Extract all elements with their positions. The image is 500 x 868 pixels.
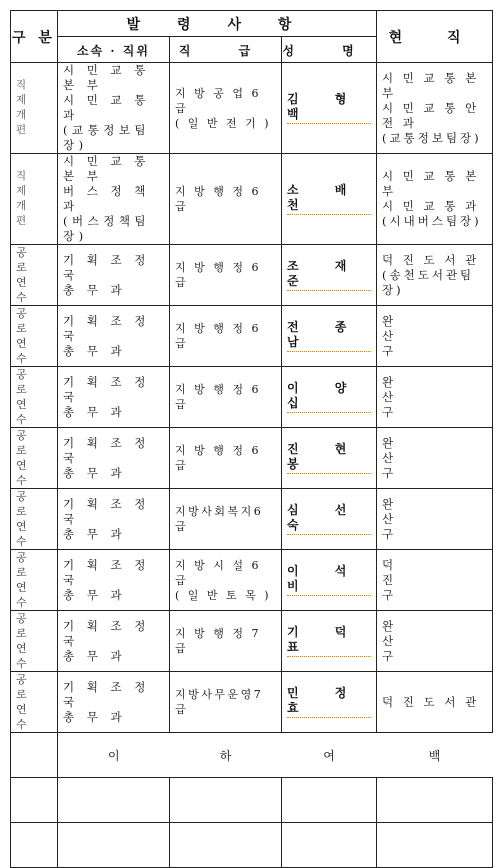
person-name: 이 양 십 (287, 381, 371, 413)
gubun-line: 직 제 (16, 170, 33, 197)
hyunjik-line: 완 산 구 (382, 435, 426, 480)
cell-sosok (58, 672, 170, 733)
jikgeup-line: 지 방 행 정 6 급 (175, 185, 261, 213)
sosok-line: 총 무 과 (63, 404, 127, 419)
cell-jikgeup (170, 428, 282, 489)
cell-gubun (11, 63, 58, 154)
cell-hyunjik (377, 489, 493, 550)
sosok-line: 총 무 과 (63, 343, 127, 358)
cell-name (282, 428, 377, 489)
cell-sosok (58, 367, 170, 428)
person-name: 조 재 준 (287, 259, 371, 291)
person-name: 심 선 숙 (287, 503, 371, 535)
gubun-line: 직 제 (16, 79, 33, 106)
person-name: 기 덕 표 (287, 625, 371, 657)
cell-name (282, 306, 377, 367)
cell-gubun (11, 672, 58, 733)
gubun-line: 연 수 (16, 703, 35, 731)
cell-hyunjik (377, 306, 493, 367)
hyunjik-line: 시 민 교 통 과 (382, 199, 480, 213)
header-sosok: 소속 · 직위 (58, 37, 170, 63)
jikgeup-line: 지 방 시 설 6 급 (175, 558, 261, 587)
cell-gubun (11, 154, 58, 245)
sosok-line: 기 획 조 정 국 (63, 557, 150, 587)
gubun-line: 연 수 (16, 642, 35, 670)
person-name: 이 석 비 (287, 564, 371, 596)
jikgeup-line: 지방사무운영7급 (175, 688, 264, 716)
table-row (11, 63, 493, 154)
cell-hyunjik (377, 428, 493, 489)
cell-name (282, 550, 377, 611)
table-row (11, 367, 493, 428)
sosok-line: 총 무 과 (63, 709, 127, 724)
sosok-line: 총 무 과 (63, 526, 127, 541)
jikgeup-line: 지 방 행 정 6 급 (175, 322, 261, 350)
header-jikgeup: 직 급 (170, 37, 282, 63)
table-row (11, 611, 493, 672)
cell-gubun (11, 306, 58, 367)
table-row (11, 154, 493, 245)
table-row (11, 489, 493, 550)
cell-hyunjik (377, 154, 493, 245)
person-name: 전 종 남 (287, 320, 371, 352)
cell-jikgeup (170, 245, 282, 306)
gubun-line: 공 로 (16, 307, 35, 335)
sosok-line: 기 획 조 정 국 (63, 252, 150, 282)
header-seongmyeong: 성 명 (282, 37, 377, 63)
gubun-line: 공 로 (16, 246, 35, 274)
cell-name (282, 367, 377, 428)
sosok-line: (버스정책팀장) (63, 214, 151, 243)
footer-baek: 백 (377, 733, 493, 778)
cell-sosok (58, 245, 170, 306)
gubun-line: 공 로 (16, 551, 35, 579)
sosok-line: 기 획 조 정 국 (63, 313, 150, 343)
cell-jikgeup (170, 672, 282, 733)
sosok-line: 버 스 정 책 과 (63, 184, 150, 213)
sosok-line: 기 획 조 정 국 (63, 496, 150, 526)
cell-jikgeup (170, 611, 282, 672)
hyunjik-line: 완 산 구 (382, 313, 426, 358)
jikgeup-line: 지 방 행 정 7 급 (175, 627, 261, 655)
cell-hyunjik (377, 611, 493, 672)
sosok-line: 총 무 과 (63, 465, 127, 480)
cell-hyunjik (377, 63, 493, 154)
gubun-line: 공 로 (16, 490, 35, 518)
hyunjik-line: 덕 진 도 서 관 (382, 252, 480, 267)
hyunjik-line: (송천도서관팀장) (382, 267, 475, 297)
sosok-line: 총 무 과 (63, 648, 127, 663)
footer-i: 이 (58, 733, 170, 778)
jikgeup-line: ( 일 반 토 목 ) (175, 588, 272, 602)
hyunjik-line: (시내버스팀장) (382, 214, 482, 228)
hyunjik-line: (교통정보팀장) (382, 130, 482, 145)
gubun-line: 공 로 (16, 368, 35, 396)
gubun-line: 연 수 (16, 520, 35, 548)
cell-gubun (11, 428, 58, 489)
table-row (11, 672, 493, 733)
hyunjik-line: 시 민 교 통 본 부 (382, 70, 480, 100)
cell-jikgeup (170, 306, 282, 367)
cell-jikgeup (170, 550, 282, 611)
cell-name (282, 611, 377, 672)
gubun-line: 개 편 (16, 109, 33, 136)
hyunjik-line: 시 민 교 통 본 부 (382, 169, 480, 198)
gubun-line: 공 로 (16, 429, 35, 457)
gubun-line: 개 편 (16, 200, 33, 227)
jikgeup-line: ( 일 반 전 기 ) (175, 116, 272, 130)
sosok-line: 기 획 조 정 국 (63, 374, 150, 404)
person-name: 소 배 천 (287, 183, 371, 215)
footer-yeo: 여 (282, 733, 377, 778)
appointment-table (10, 10, 493, 868)
blank-row (11, 823, 493, 868)
header-balryeong: 발 령 사 항 (58, 11, 377, 37)
cell-jikgeup (170, 154, 282, 245)
cell-gubun (11, 367, 58, 428)
cell-gubun (11, 489, 58, 550)
footer-ha: 하 (170, 733, 282, 778)
cell-sosok (58, 63, 170, 154)
cell-name (282, 672, 377, 733)
sosok-line: 기 획 조 정 국 (63, 618, 150, 648)
person-name: 민 정 효 (287, 686, 371, 718)
table-row (11, 550, 493, 611)
cell-sosok (58, 489, 170, 550)
cell-name (282, 489, 377, 550)
cell-name (282, 245, 377, 306)
person-name: 김 형 백 (287, 92, 371, 124)
cell-name (282, 154, 377, 245)
cell-hyunjik (377, 672, 493, 733)
footer-row-ihayeo (11, 733, 493, 778)
table-row (11, 428, 493, 489)
jikgeup-line: 지방사회복지6급 (175, 505, 264, 533)
hyunjik-line: 덕 진 구 (382, 557, 426, 602)
cell-sosok (58, 428, 170, 489)
blank-row (11, 778, 493, 823)
person-name: 진 현 봉 (287, 442, 371, 474)
gubun-line: 공 로 (16, 612, 35, 640)
cell-hyunjik (377, 367, 493, 428)
cell-hyunjik (377, 550, 493, 611)
jikgeup-line: 지 방 행 정 6 급 (175, 383, 261, 411)
gubun-line: 연 수 (16, 337, 35, 365)
cell-jikgeup (170, 489, 282, 550)
cell-sosok (58, 550, 170, 611)
sosok-line: 시 민 교 통 과 (63, 93, 150, 122)
cell-gubun (11, 245, 58, 306)
gubun-line: 연 수 (16, 398, 35, 426)
hyunjik-line: 완 산 구 (382, 374, 426, 419)
cell-sosok (58, 611, 170, 672)
sosok-line: 기 획 조 정 국 (63, 435, 150, 465)
header-hyunjik: 현 직 (377, 11, 493, 63)
gubun-line: 연 수 (16, 276, 35, 304)
sosok-line: (교통정보팀장) (63, 123, 151, 152)
sosok-line: 총 무 과 (63, 587, 127, 602)
gubun-line: 연 수 (16, 581, 35, 609)
hyunjik-line: 완 산 구 (382, 496, 426, 541)
sosok-line: 기 획 조 정 국 (63, 679, 150, 709)
sosok-line: 시 민 교 통 본 부 (63, 154, 150, 183)
sosok-line: 총 무 과 (63, 282, 127, 297)
cell-name (282, 63, 377, 154)
hyunjik-line: 시 민 교 통 안 전 과 (382, 100, 480, 130)
cell-sosok (58, 154, 170, 245)
sosok-line: 시 민 교 통 본 부 (63, 63, 150, 92)
hyunjik-line: 덕 진 도 서 관 (382, 694, 480, 709)
cell-gubun (11, 550, 58, 611)
cell-hyunjik (377, 245, 493, 306)
cell-jikgeup (170, 63, 282, 154)
header-gubun: 구 분 (11, 11, 58, 63)
table-row (11, 306, 493, 367)
jikgeup-line: 지 방 공 업 6 급 (175, 86, 261, 115)
table-row (11, 245, 493, 306)
gubun-line: 연 수 (16, 459, 35, 487)
hyunjik-line: 완 산 구 (382, 618, 426, 663)
jikgeup-line: 지 방 행 정 6 급 (175, 444, 261, 472)
cell-gubun (11, 611, 58, 672)
cell-jikgeup (170, 367, 282, 428)
gubun-line: 공 로 (16, 673, 35, 701)
cell-sosok (58, 306, 170, 367)
jikgeup-line: 지 방 행 정 6 급 (175, 261, 261, 289)
